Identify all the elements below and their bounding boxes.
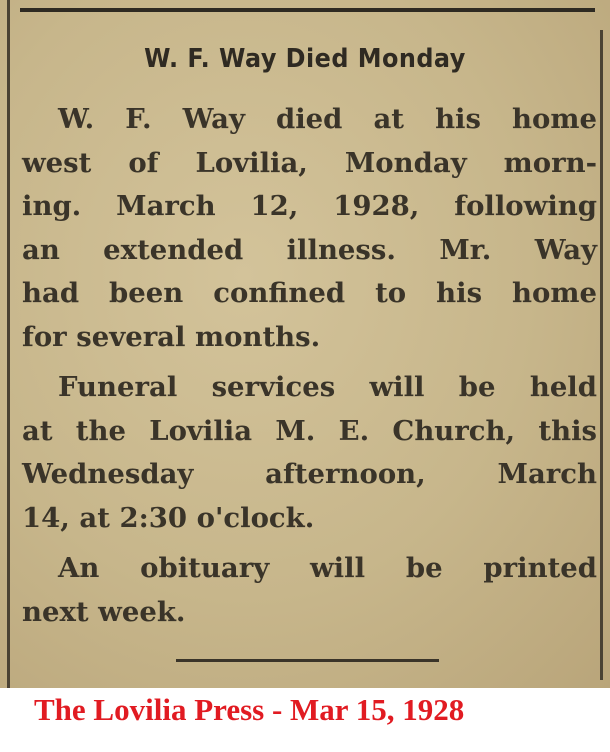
paragraph-3 [22,547,597,634]
bottom-rule [176,659,439,662]
paragraph-2 [22,366,597,540]
article-line: Wednesday afternoon, March [22,458,597,490]
article-line: Funeral services will be held [58,371,597,403]
article-line: 14, at 2:30 o'clock. [22,501,315,534]
article-line: next week. [22,595,186,628]
paragraph-1 [22,98,597,359]
article-line: had been confined to his home [22,277,597,309]
article-line: An obituary will be printed [58,552,597,584]
article-line: W. F. Way died at his home [58,103,597,135]
article-body [22,98,597,634]
article-line: west of Lovilia, Monday morn- [22,146,597,179]
article-line: at the Lovilia M. E. Church, this [22,414,597,447]
article-line: for several months. [22,320,321,353]
source-caption: The Lovilia Press - Mar 15, 1928 [34,692,465,727]
article-line: ing. March 12, 1928, following [22,190,597,222]
top-rule [20,8,595,12]
right-column-rule [600,30,603,680]
article-line: an extended illness. Mr. Way [22,233,597,266]
headline: W. F. Way Died Monday [144,44,466,74]
left-column-rule [7,0,10,688]
